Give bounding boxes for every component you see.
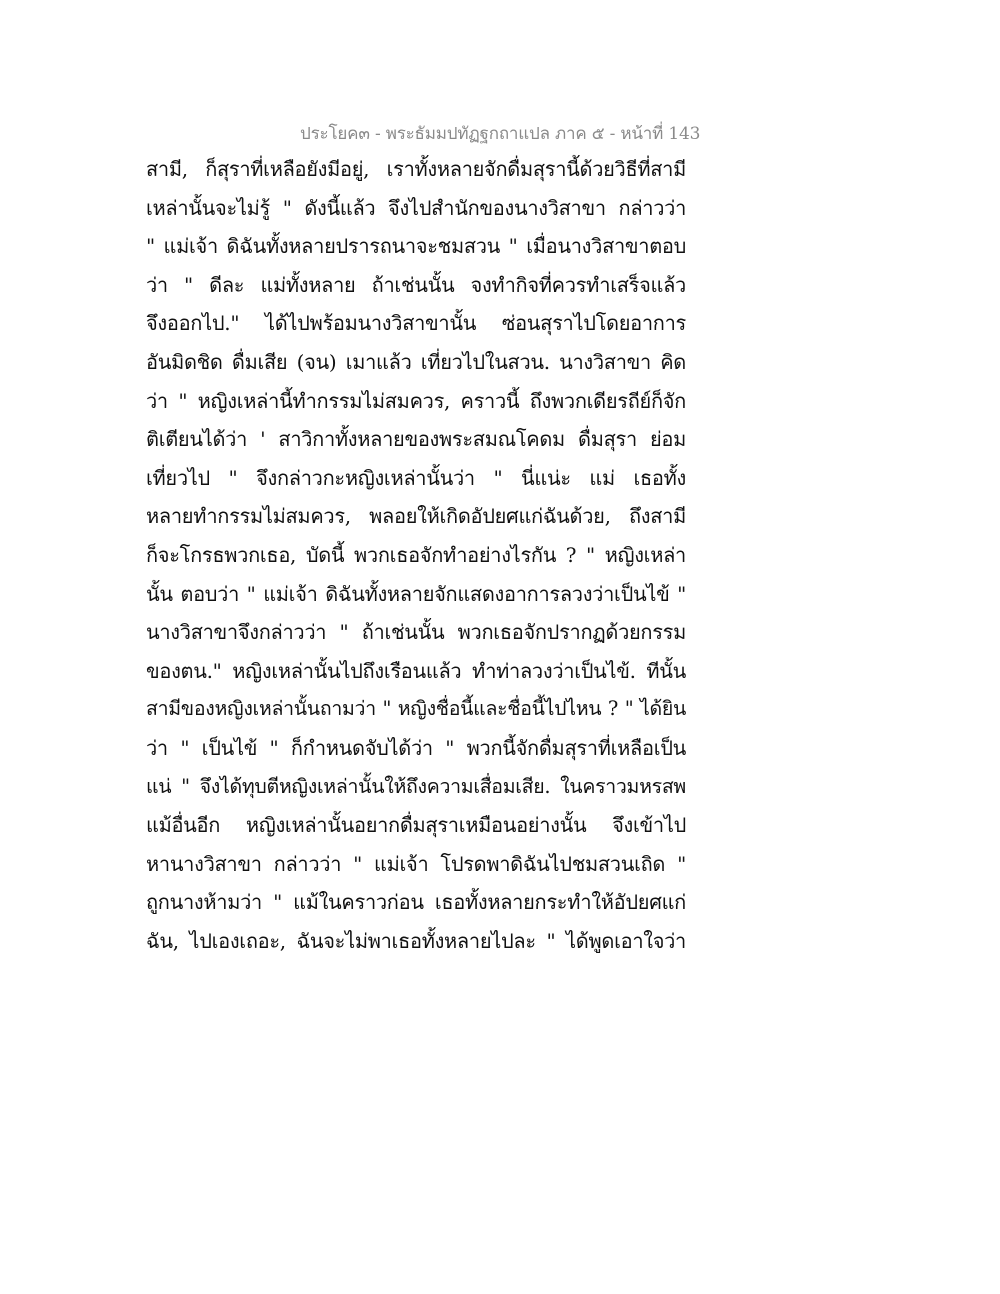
text-line: ว่า " หญิงเหล่านี้ทำกรรมไม่สมควร, คราวนี้ ถึงพวกเดียรถีย์ก็จัก [146, 388, 686, 413]
text-line: ติเตียนได้ว่า ' สาวิกาทั้งหลายของพระสมณโคดม ดื่มสุรา ย่อม [146, 427, 686, 452]
text-line: หลายทำกรรมไม่สมควร, พลอยให้เกิดอัปยศแก่ฉันด้วย, ถึงสามี [146, 504, 686, 529]
text-line: จึงออกไป." ได้ไปพร้อมนางวิสาขานั้น ซ่อนสุราไปโดยอาการ [146, 311, 686, 336]
text-line: สามี, ก็สุราที่เหลือยังมีอยู่, เราทั้งหลายจักดื่มสุรานี้ด้วยวิธีที่สามี [146, 157, 686, 181]
text-line: เที่ยวไป " จึงกล่าวกะหญิงเหล่านั้นว่า " นี่แน่ะ แม่ เธอทั้ง [146, 465, 686, 490]
text-line: ถูกนางห้ามว่า " แม้ในคราวก่อน เธอทั้งหลายกระทำให้อัปยศแก่ [146, 890, 686, 915]
text-line: ว่า " ดีละ แม่ทั้งหลาย ถ้าเช่นนั้น จงทำกิจที่ควรทำเสร็จแล้ว [146, 272, 686, 297]
text-line: ของตน." หญิงเหล่านั้นไปถึงเรือนแล้ว ทำท่าลวงว่าเป็นไข้. ทีนั้น [146, 658, 686, 683]
text-line: ก็จะโกรธพวกเธอ, บัดนี้ พวกเธอจักทำอย่างไรกัน ? " หญิงเหล่า [146, 542, 686, 567]
body-text [146, 150, 686, 960]
text-line: แน่ " จึงได้ทุบตีหญิงเหล่านั้นให้ถึงความเสื่อมเสีย. ในคราวมหรสพ [146, 774, 686, 798]
text-line: ว่า " เป็นไข้ " ก็กำหนดจับได้ว่า " พวกนี้จักดื่มสุราที่เหลือเป็น [146, 735, 686, 760]
text-line: ฉัน, ไปเองเถอะ, ฉันจะไม่พาเธอทั้งหลายไปละ " ได้พูดเอาใจว่า [146, 928, 686, 953]
text-line: เหล่านั้นจะไม่รู้ " ดังนี้แล้ว จึงไปสำนักของนางวิสาขา กล่าวว่า [146, 195, 686, 220]
text-line: อันมิดชิด ดื่มเสีย (จน) เมาแล้ว เที่ยวไปในสวน. นางวิสาขา คิด [146, 349, 686, 374]
text-line: หานางวิสาขา กล่าวว่า " แม่เจ้า โปรดพาดิฉันไปชมสวนเถิด " [146, 851, 686, 876]
text-line: " แม่เจ้า ดิฉันทั้งหลายปรารถนาจะชมสวน " เมื่อนางวิสาขาตอบ [146, 234, 686, 259]
text-line: สามีของหญิงเหล่านั้นถามว่า " หญิงชื่อนี้และชื่อนี้ไปไหน ? " ได้ยิน [146, 697, 686, 721]
running-header: ประโยค๓ - พระธัมมปทัฏฐกถาแปล ภาค ๕ - หน้าที่ 143 [300, 124, 701, 144]
text-line: แม้อื่นอีก หญิงเหล่านั้นอยากดื่มสุราเหมือนอย่างนั้น จึงเข้าไป [146, 813, 686, 838]
text-line: นางวิสาขาจึงกล่าวว่า " ถ้าเช่นนั้น พวกเธอจักปรากฏด้วยกรรม [146, 620, 686, 645]
text-line: นั้น ตอบว่า " แม่เจ้า ดิฉันทั้งหลายจักแสดงอาการลวงว่าเป็นไข้ " [146, 581, 686, 606]
